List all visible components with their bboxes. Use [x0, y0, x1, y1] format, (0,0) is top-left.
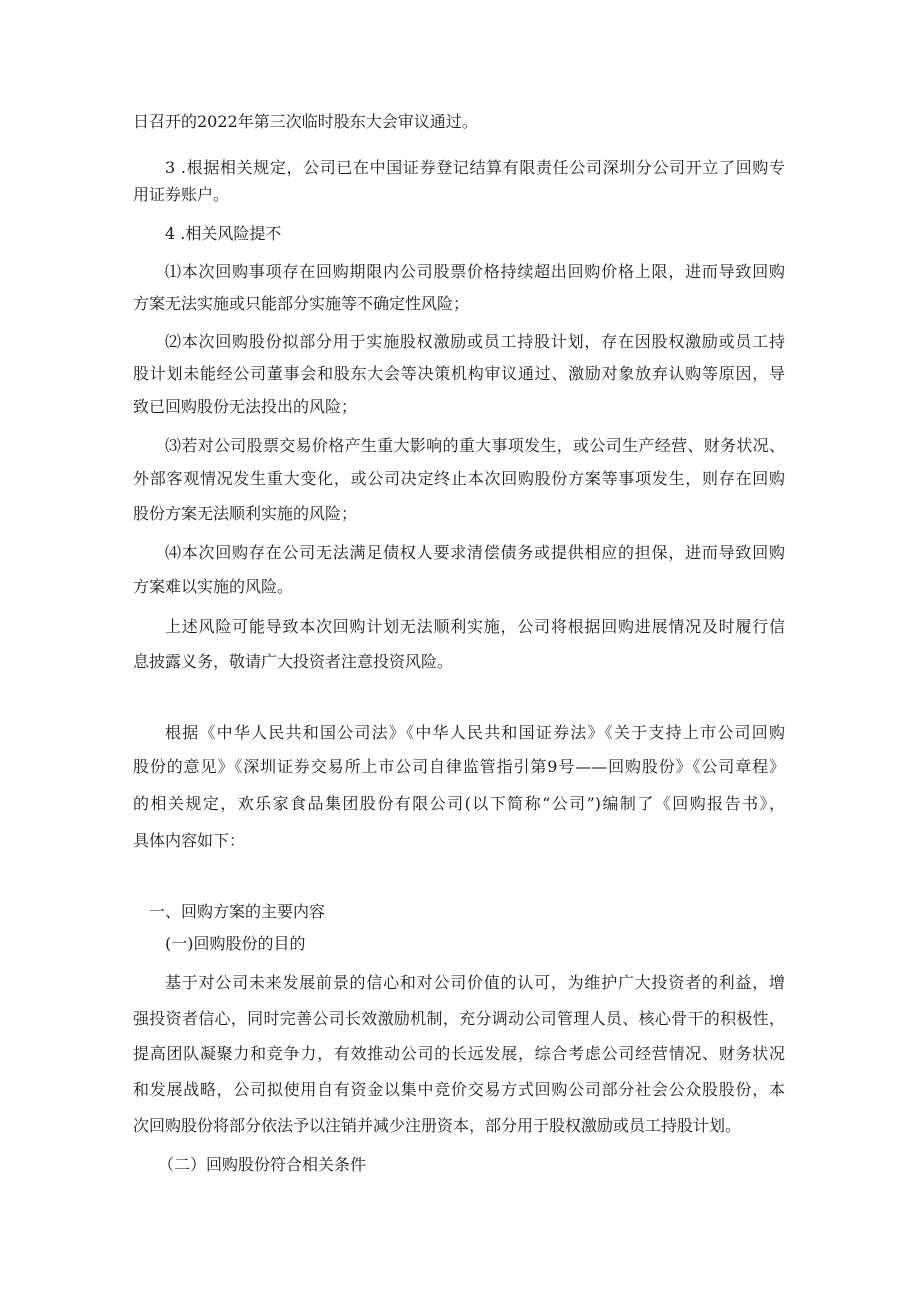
paragraph-line: 股计划未能经公司董事会和股东大会等决策机构审议通过、激励对象放弃认购等原因，导	[133, 364, 785, 383]
paragraph-line: ⑴本次回购事项存在回购期限内公司股票价格持续超出回购价格上限，进而导致回购	[165, 262, 785, 281]
section-heading: 一、回购方案的主要内容	[149, 902, 326, 921]
paragraph-line: 基于对公司未来发展前景的信心和对公司价值的认可，为维护广大投资者的利益，增	[165, 973, 785, 992]
subsection-heading: (一)回购股份的目的	[165, 934, 306, 953]
paragraph-line: ⑵本次回购股份拟部分用于实施股权激励或员工持股计划，存在因股权激励或员工持	[165, 332, 785, 351]
paragraph-line: 上述风险可能导致本次回购计划无法顺利实施，公司将根据回购进展情况及时履行信	[165, 617, 785, 636]
paragraph-line: 致已回购股份无法投出的风险；	[133, 397, 358, 416]
paragraph-line: ⑷本次回购存在公司无法满足债权人要求清偿债务或提供相应的担保，进而导致回购	[165, 543, 785, 562]
paragraph-line: 4 .相关风险提不	[165, 224, 282, 243]
paragraph-line: 具体内容如下：	[133, 831, 246, 850]
paragraph-line: 息披露义务，敬请广大投资者注意投资风险。	[133, 652, 454, 671]
subsection-heading: （二）回购股份符合相关条件	[158, 1155, 367, 1174]
paragraph-line: 强投资者信心，同时完善公司长效激励机制，充分调动公司管理人员、核心骨干的积极性，	[133, 1009, 785, 1028]
paragraph-line: 和发展战略，公司拟使用自有资金以集中竞价交易方式回购公司部分社会公众股股份，本	[133, 1080, 785, 1099]
paragraph-line: 的相关规定，欢乐家食品集团股份有限公司(以下简称“公司”)编制了《回购报告书》，	[133, 794, 785, 813]
paragraph-line: 根据《中华人民共和国公司法》《中华人民共和国证券法》《关于支持上市公司回购	[165, 723, 785, 742]
paragraph-line: 外部客观情况发生重大变化，或公司决定终止本次回购股份方案等事项发生，则存在回购	[133, 469, 785, 488]
paragraph-line: 股份方案无法顺利实施的风险；	[133, 504, 358, 523]
paragraph-line: 3 .根据相关规定，公司已在中国证券登记结算有限责任公司深圳分公司开立了回购专	[165, 158, 785, 177]
paragraph-line: 方案难以实施的风险。	[133, 577, 294, 596]
paragraph-line: ⑶若对公司股票交易价格产生重大影响的重大事项发生，或公司生产经营、财务状况、	[165, 436, 785, 455]
paragraph-line: 提高团队凝聚力和竞争力，有效推动公司的长远发展，综合考虑公司经营情况、财务状况	[133, 1044, 785, 1063]
paragraph-line: 方案无法实施或只能部分实施等不确定性风险；	[133, 294, 470, 313]
paragraph-line: 日召开的2022年第三次临时股东大会审议通过。	[133, 112, 478, 131]
paragraph-line: 次回购股份将部分依法予以注销并减少注册资本，部分用于股权激励或员工持股计划。	[133, 1116, 742, 1135]
paragraph-line: 股份的意见》《深圳证券交易所上市公司自律监管指引第9号——回购股份》《公司章程》	[133, 757, 785, 776]
paragraph-line: 用证券账户。	[133, 185, 230, 204]
